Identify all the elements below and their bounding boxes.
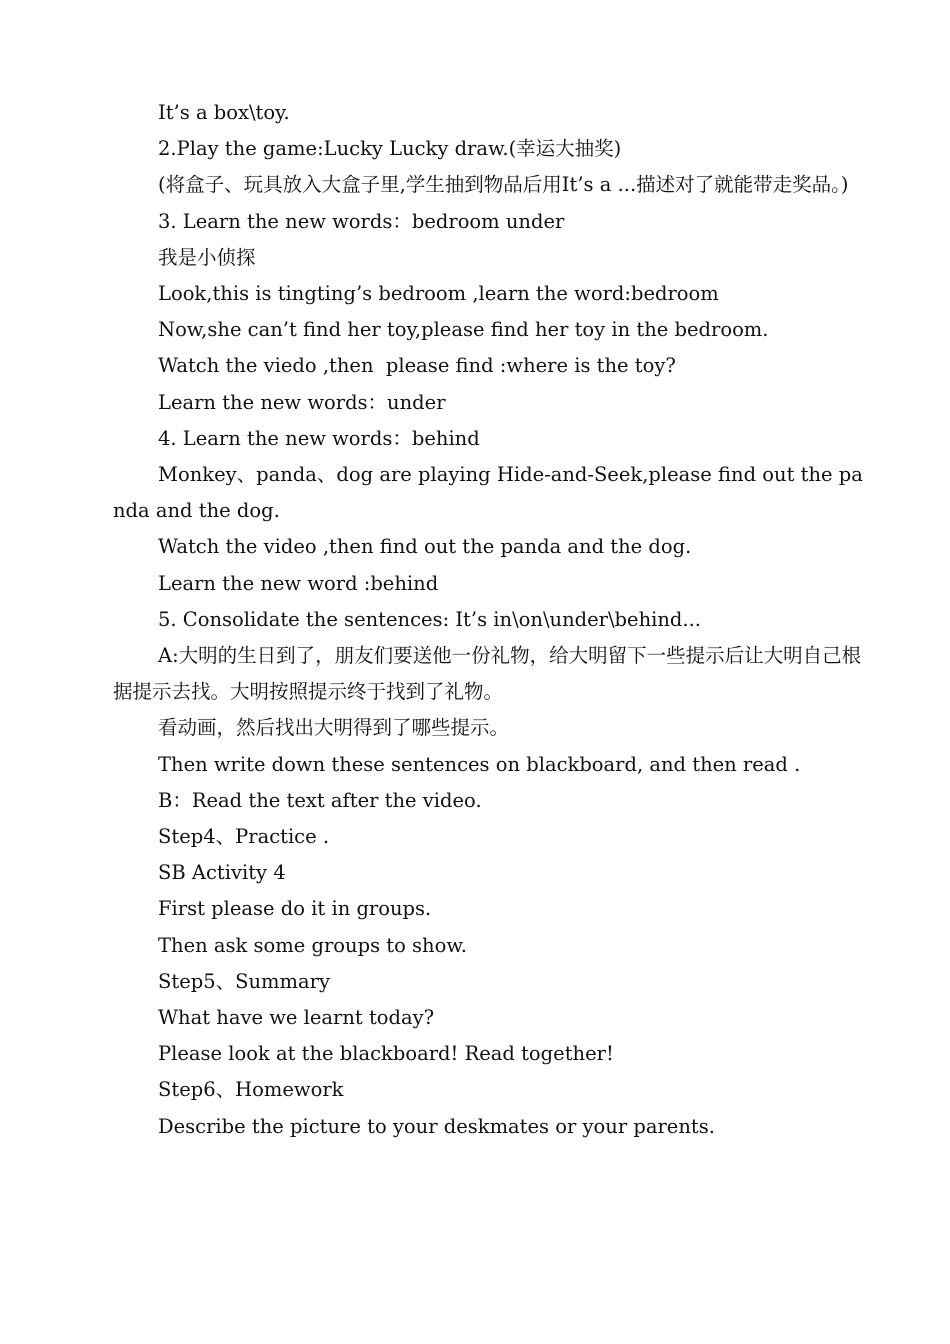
text-line: 2.Play the game:Lucky Lucky draw.(幸运大抽奖) bbox=[158, 137, 622, 161]
text-line: 我是小侦探 bbox=[158, 245, 256, 269]
lesson-plan-body bbox=[113, 95, 863, 1145]
text-line: SB Activity 4 bbox=[158, 861, 286, 885]
text-line: What have we learnt today? bbox=[158, 1006, 435, 1030]
text-line: B：Read the text after the video. bbox=[158, 788, 482, 812]
text-line: Then ask some groups to show. bbox=[158, 933, 467, 957]
text-line: Monkey、panda、dog are playing Hide-and-Seek,please find out the panda and the dog. bbox=[113, 463, 863, 523]
text-line: Learn the new words：under bbox=[158, 390, 446, 414]
text-line: Now,she can’t find her toy,please find her toy in the bedroom. bbox=[158, 318, 769, 342]
text-line: 看动画，然后找出大明得到了哪些提示。 bbox=[158, 716, 510, 740]
text-line: 3. Learn the new words：bedroom under bbox=[158, 209, 565, 233]
text-line: First please do it in groups. bbox=[158, 897, 432, 921]
text-line: Step6、Homework bbox=[158, 1078, 344, 1102]
text-line: Watch the viedo ,then please find :where is the toy? bbox=[158, 354, 676, 378]
text-line: Look,this is tingting’s bedroom ,learn the word:bedroom bbox=[158, 282, 719, 306]
text-line: 4. Learn the new words：behind bbox=[158, 426, 480, 450]
text-line: Describe the picture to your deskmates or your parents. bbox=[158, 1114, 715, 1138]
text-line: Step4、Practice . bbox=[158, 825, 330, 849]
text-line: (将盒子、玩具放入大盒子里,学生抽到物品后用It’s a ...描述对了就能带走奖品。) bbox=[158, 173, 849, 197]
text-line: Learn the new word :behind bbox=[158, 571, 439, 595]
text-line: A:大明的生日到了，朋友们要送他一份礼物，给大明留下一些提示后让大明自己根据提示去找。大明按照提示终于找到了礼物。 bbox=[113, 644, 862, 704]
text-line: It’s a box\toy. bbox=[158, 101, 290, 124]
text-line: Watch the video ,then find out the panda and the dog. bbox=[158, 535, 692, 559]
text-line: Please look at the blackboard! Read together! bbox=[158, 1042, 614, 1066]
text-line: 5. Consolidate the sentences: It’s in\on\under\behind... bbox=[158, 607, 702, 631]
text-line: Then write down these sentences on blackboard, and then read . bbox=[158, 752, 801, 776]
text-line: Step5、Summary bbox=[158, 969, 330, 993]
